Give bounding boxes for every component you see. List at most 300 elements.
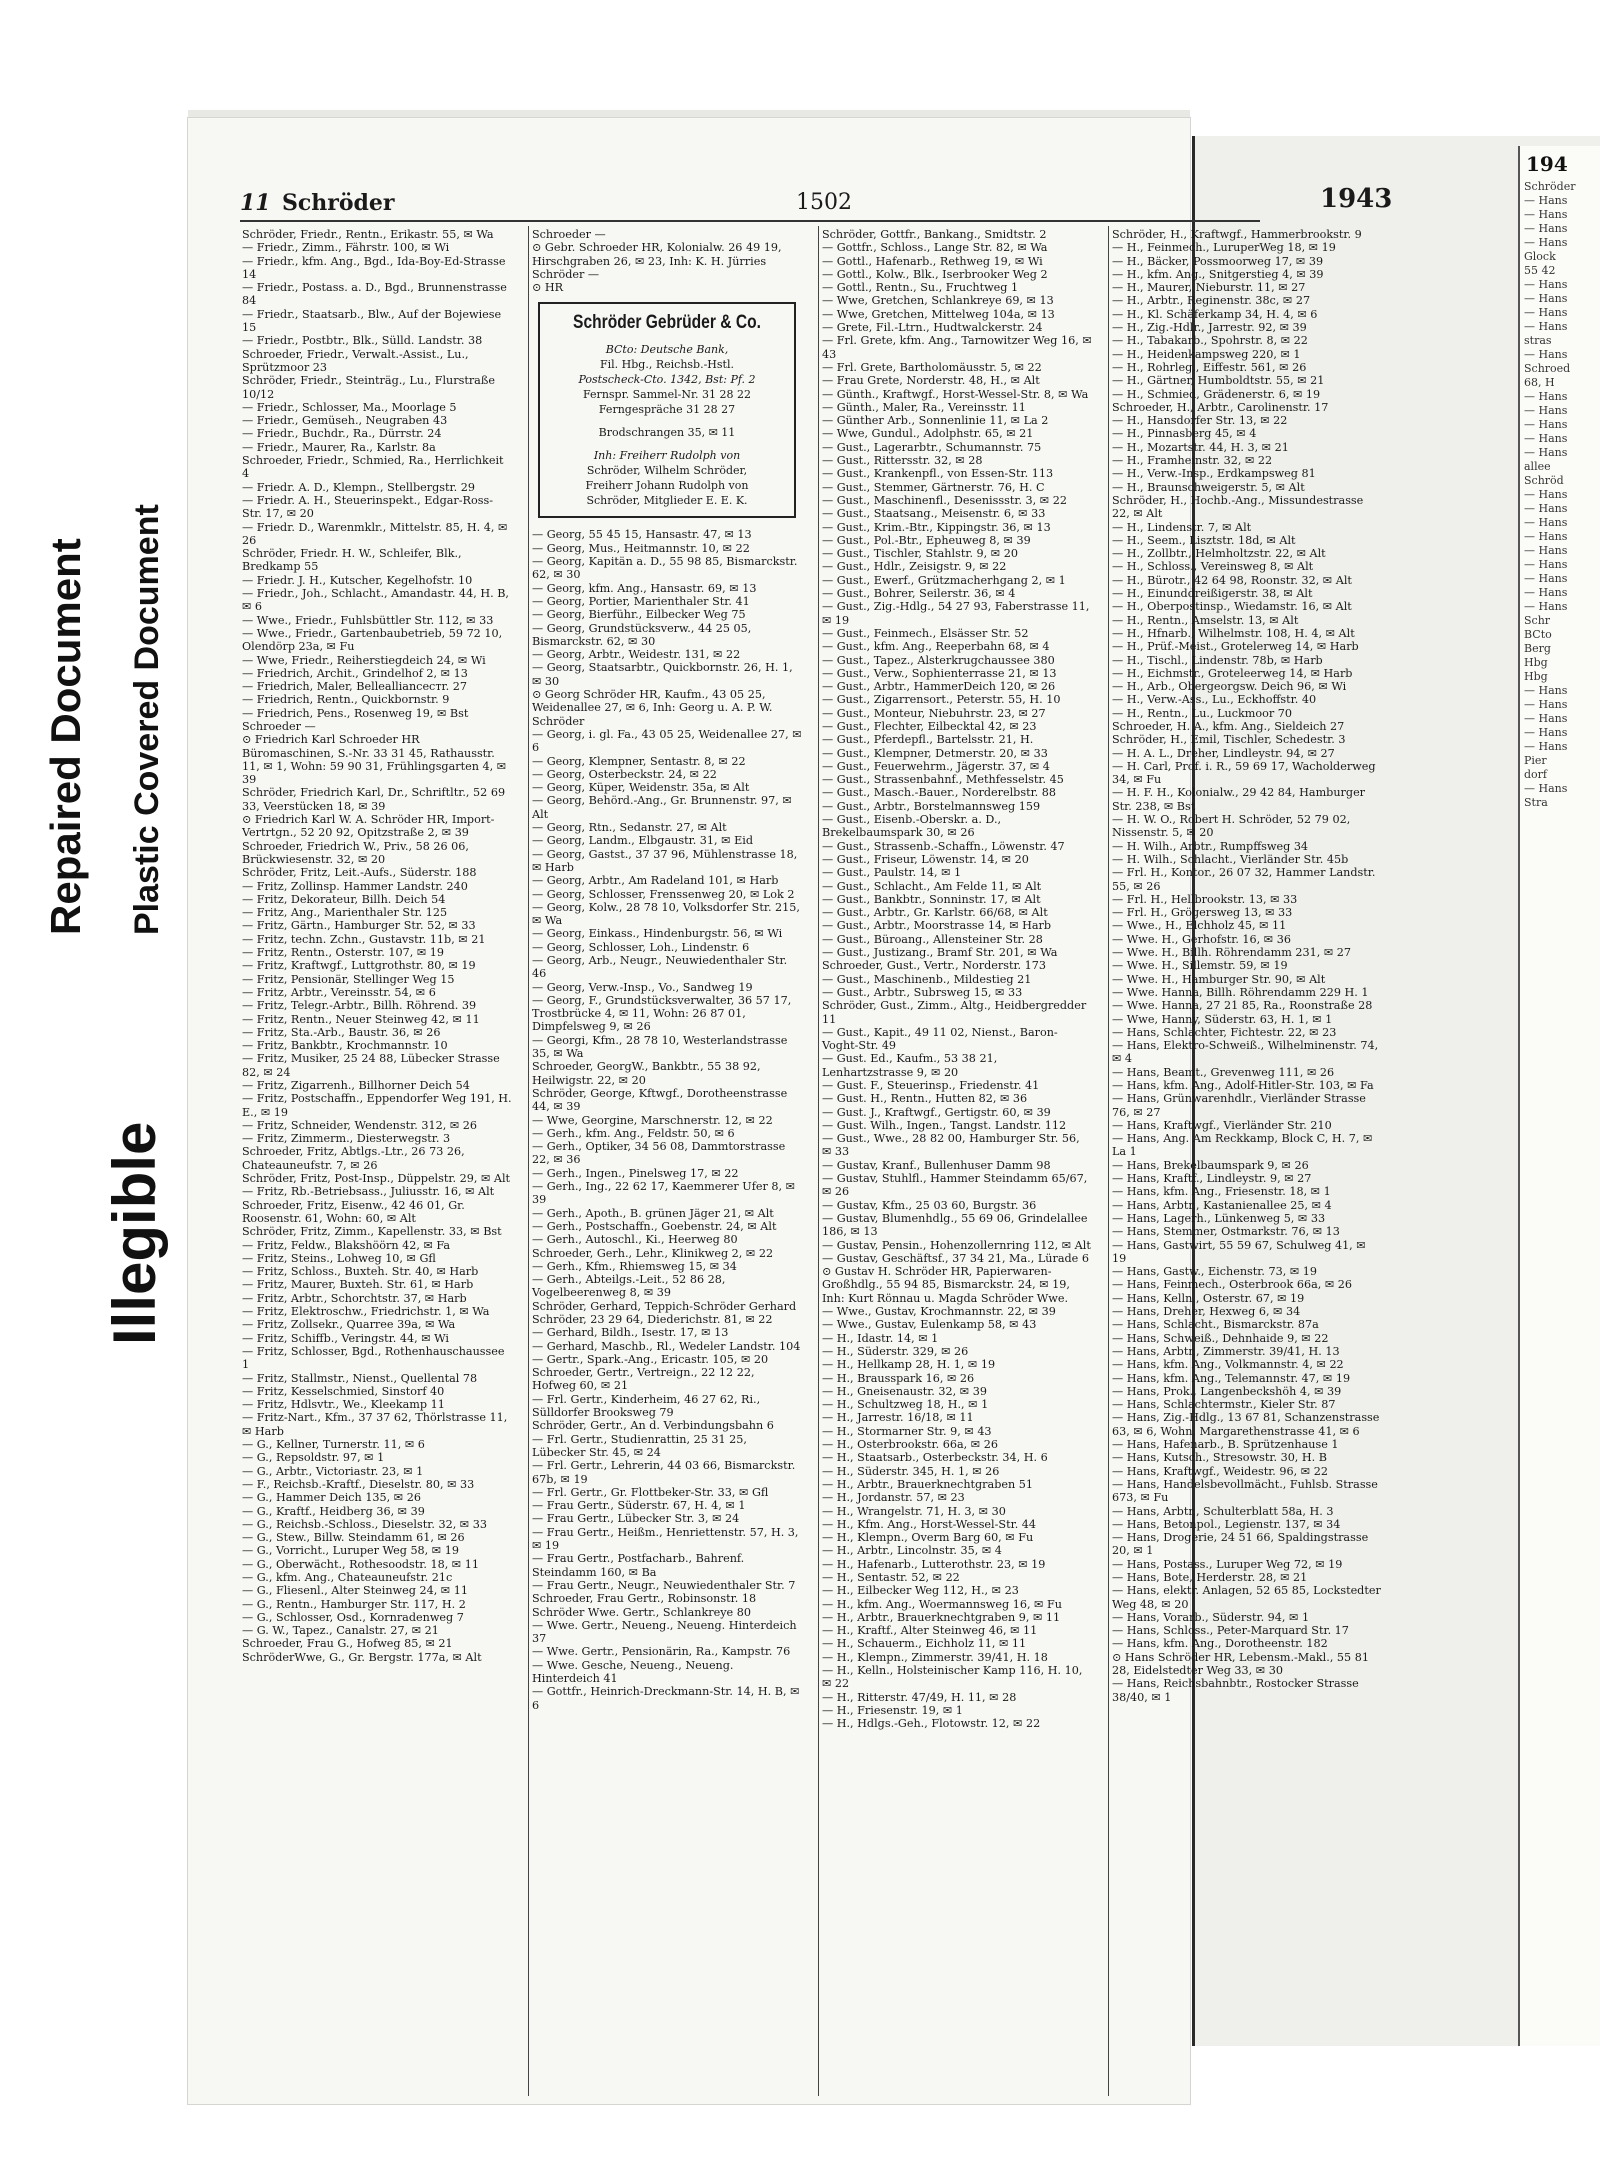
directory-entry: — Günth., Kraftwgf., Horst-Wessel-Str. 8, ✉ Wa — [822, 387, 1089, 401]
directory-entry: — Fritz, Kesselschmied, Sinstorf 40 — [242, 1384, 445, 1398]
directory-entry: — Hans, Elektro-Schweiß., Wilhelminenstr. 74, ✉ 4 — [1112, 1039, 1379, 1066]
directory-entry: — G., kfm. Ang., Chateauneufstr. 21c — [242, 1570, 453, 1584]
next-page-line: Schröder — [1524, 180, 1576, 193]
directory-entry: — H., Lindenstr. 7, ✉ Alt — [1112, 520, 1252, 534]
directory-entry: — Fritz, Zollsekr., Quarree 39a, ✉ Wa — [242, 1318, 456, 1332]
directory-entry: — Wwe, Hanny, Süderstr. 63, H. 1, ✉ 1 — [1112, 1012, 1333, 1026]
directory-entry: — Gust., Arbtr., Subrsweg 15, ✉ 33 — [822, 985, 1023, 999]
directory-entry: Schröder, Gerhard, Teppich-Schröder Gerhard Schröder, 23 29 64, Diederichstr. 81, ✉ 22 — [532, 1299, 797, 1326]
directory-entry: Schröder, Fritz, Leit.-Aufs., Süderstr. 188 — [242, 866, 477, 880]
directory-entry: — Georg, Rtn., Sedanstr. 27, ✉ Alt — [532, 821, 727, 835]
directory-entry: — G. W., Tapez., Canalstr. 27, ✉ 21 — [242, 1624, 439, 1638]
directory-entry: — H., Süderstr. 329, ✉ 26 — [822, 1344, 969, 1358]
directory-entry: — Frl. Gertr., Studienrattin, 25 31 25, Lübecker Str. 45, ✉ 24 — [532, 1432, 747, 1459]
directory-entry: — Wwe. H., Billh. Röhrendamm 231, ✉ 27 — [1112, 946, 1352, 960]
next-page-line: — Hans — [1524, 348, 1568, 361]
directory-entry: — Georg, kfm. Ang., Hansastr. 69, ✉ 13 — [532, 581, 757, 595]
directory-entry: ⊙ Hans Schröder HR, Lebensm.-Makl., 55 81 28, Eidelstedter Weg 33, ✉ 30 — [1112, 1650, 1369, 1678]
directory-entry: — Fritz, Kraftwgf., Luttgrothstr. 80, ✉ 19 — [242, 959, 476, 973]
directory-column-2 — [532, 228, 802, 1712]
directory-entry: — H. Carl, Prof. i. R., 59 69 17, Wacholderweg 34, ✉ Fu — [1112, 759, 1376, 787]
directory-entry: — Georg, Grundstücksverw., 44 25 05, Bismarckstr. 62, ✉ 30 — [532, 621, 752, 648]
directory-entry: — G., Schlosser, Osd., Kornradenweg 7 — [242, 1610, 464, 1624]
directory-entry: — Georg, Kolw., 28 78 10, Volksdorfer Str. 215, ✉ Wa — [532, 900, 800, 928]
directory-entry: — Georg, Arbtr., Am Radeland 101, ✉ Harb — [532, 874, 779, 888]
directory-entry: — G., Oberwächt., Rothesoodstr. 18, ✉ 11 — [242, 1557, 479, 1571]
directory-entry: — H., Ritterstr. 47/49, H. 11, ✉ 28 — [822, 1690, 1017, 1704]
directory-entry: — Fritz, Schneider, Wendenstr. 312, ✉ 26 — [242, 1118, 477, 1132]
advertisement-line: Fernspr. Sammel-Nr. 31 28 22 — [583, 388, 751, 402]
directory-entry: — Frl. Grete, kfm. Ang., Tarnowitzer Weg 16, ✉ 43 — [822, 334, 1092, 361]
directory-entry: Schroeder, GeorgW., Bankbtr., 55 38 92, Heilwigstr. 22, ✉ 20 — [532, 1060, 761, 1087]
directory-entry: — Gust., Arbtr., Gr. Karlstr. 66/68, ✉ Alt — [822, 906, 1048, 920]
advertisement-spacer — [546, 417, 788, 425]
directory-entry: — Hans, Reichsbahnbtr., Rostocker Strasse 38/40, ✉ 1 — [1112, 1677, 1359, 1704]
directory-entry: — Georg, Küper, Weidenstr. 35a, ✉ Alt — [532, 781, 750, 795]
directory-entry: — Gerh., Abteilgs.-Leit., 52 86 28, Vogelbeerenweg 8, ✉ 39 — [532, 1273, 726, 1300]
directory-entry: — Georg, Landm., Elbgaustr. 31, ✉ Eid — [532, 834, 753, 848]
directory-entry: — H., kfm. Ang., Woermannsweg 16, ✉ Fu — [822, 1597, 1062, 1611]
directory-entry: — Gerh., Apoth., B. grünen Jäger 21, ✉ Alt — [532, 1206, 774, 1220]
directory-entry: — Gerhard, Bildh., Isestr. 17, ✉ 13 — [532, 1326, 729, 1340]
directory-entry: — Gerh., Postschaffn., Goebenstr. 24, ✉ Alt — [532, 1219, 777, 1233]
directory-entry: — Frl. H., Grögersweg 13, ✉ 33 — [1112, 906, 1293, 920]
directory-entry: — H., Sentastr. 52, ✉ 22 — [822, 1570, 960, 1584]
directory-entry: — Gust., Lagerarbtr., Schumannstr. 75 — [822, 440, 1042, 454]
next-page-line: BCto — [1524, 628, 1552, 641]
directory-entry: — Günther Arb., Sonnenlinie 11, ✉ La 2 — [822, 414, 1049, 428]
next-page-line: — Hans — [1524, 404, 1568, 417]
directory-entry: — Friedr. D., Warenmklr., Mittelstr. 85, H. 4, ✉ 26 — [242, 520, 508, 547]
next-page-line: — Hans — [1524, 600, 1568, 613]
directory-entry: — Fritz, Sta.-Arb., Baustr. 36, ✉ 26 — [242, 1025, 441, 1039]
directory-entry: — Fritz, Zigarrenh., Billhorner Deich 54 — [242, 1079, 470, 1092]
next-page-line: — Hans — [1524, 586, 1568, 599]
directory-entry: — Hans, Postass., Luruper Weg 72, ✉ 19 — [1112, 1557, 1343, 1571]
directory-entry: — H., Hansdorfer Str. 13, ✉ 22 — [1112, 414, 1288, 428]
next-page-line: — Hans — [1524, 712, 1568, 725]
directory-entry: Schroeder, Fritz, Abtlgs.-Ltr., 26 73 26, Chateaunеufstr. 7, ✉ 26 — [242, 1145, 465, 1172]
next-page-line: — Hans — [1524, 558, 1568, 571]
directory-entry: — Hans, kfm. Ang., Telemannstr. 47, ✉ 19 — [1112, 1371, 1351, 1385]
directory-entry: — Hans, Gastwirt, 55 59 67, Schulweg 41, ✉ 19 — [1112, 1238, 1366, 1265]
next-page-line: — Hans — [1524, 572, 1568, 585]
directory-entry: — H., Arbtr., Brauerknechtgraben 51 — [822, 1477, 1033, 1491]
directory-entry: — Gust., Schlacht., Am Felde 11, ✉ Alt — [822, 879, 1042, 893]
directory-entry: ⊙ Gebr. Schroeder HR, Kolonialw. 26 49 19, Hirschgraben 26, ✉ 23, Inh: K. H. Jürries — [532, 241, 782, 268]
directory-entry: — Gust., Bohrer, Seilerstr. 36, ✉ 4 — [822, 587, 1016, 601]
directory-entry: — Gust., Maschinenb., Mildestieg 21 — [822, 972, 1032, 986]
directory-entry: — Fritz, Feldw., Blakshöörn 42, ✉ Fa — [242, 1238, 451, 1252]
header-year: 1943 — [1320, 184, 1393, 214]
directory-entry: — H., Eichmstr., Groteleerweg 14, ✉ Harb — [1112, 666, 1353, 680]
directory-entry: — H., Seem., Lisztstr. 18d, ✉ Alt — [1112, 533, 1296, 547]
directory-entry: — Gerh., Ing., 22 62 17, Kaemmerer Ufer 8, ✉ 39 — [532, 1180, 795, 1207]
directory-entry: — H., Kfm. Ang., Horst-Wessel-Str. 44 — [822, 1517, 1037, 1531]
directory-entry: Schroeder, Frau Gertr., Robinsonstr. 18 — [532, 1592, 757, 1606]
directory-entry: — Gust. Ed., Kaufm., 53 38 21, Lenhartzstrasse 9, ✉ 20 — [822, 1052, 998, 1079]
directory-entry: — Gust., Strassenb.-Schaffn., Löwenstr. 47 — [822, 839, 1065, 853]
directory-entry: — Hans, Gastw., Eichenstr. 73, ✉ 19 — [1112, 1265, 1318, 1279]
next-page-line: — Hans — [1524, 544, 1568, 557]
page-header — [240, 184, 1393, 222]
directory-entry: — Fritz, techn. Zchn., Gustavstr. 11b, ✉ 21 — [242, 932, 486, 946]
directory-entry: — Georg, Klempner, Sentastr. 8, ✉ 22 — [532, 754, 746, 768]
next-page-line: — Hans — [1524, 222, 1568, 235]
directory-entry: — G., Hammer Deich 135, ✉ 26 — [242, 1491, 421, 1505]
directory-entry: ⊙ Gustav H. Schröder HR, Papierwaren-Großhdlg., 55 94 85, Bismarckstr. 24, ✉ 19, Inh: Kurt Rönnau u. Magda Schröder Wwe. — [822, 1265, 1070, 1305]
directory-entry: — H., Gneisenaustr. 32, ✉ 39 — [822, 1384, 987, 1398]
next-page-line: — Hans — [1524, 306, 1568, 319]
directory-entry: — Gust., Feinmech., Elsässer Str. 52 — [822, 626, 1029, 640]
directory-entry: — Gust., Bankbtr., Sonninstr. 17, ✉ Alt — [822, 892, 1041, 906]
directory-entry: — H., Zollbtr., Helmholtzstr. 22, ✉ Alt — [1112, 547, 1326, 561]
directory-entry: — Friedrich, Maler, Belleallianceстr. 27 — [242, 680, 467, 694]
next-page-line: stras — [1524, 334, 1552, 347]
directory-entry: — H. W. O., Robert H. Schröder, 52 79 02, Nissenstr. 5, ✉ 20 — [1112, 813, 1351, 840]
directory-entry: — H., Bürotr., 42 64 98, Roonstr. 32, ✉ Alt — [1112, 573, 1352, 587]
advertisement-box — [538, 302, 796, 518]
directory-entry: Schröder, Fritz, Zimm., Kapellenstr. 33, ✉ Bst — [242, 1225, 502, 1239]
directory-entry: — H. Wilh., Schlacht., Vierländer Str. 45b — [1112, 852, 1349, 866]
directory-entry: — H., Osterbrookstr. 66a, ✉ 26 — [822, 1438, 998, 1452]
directory-entry: — Hans, Handelsbevollmächt., Fuhlsb. Strasse 673, ✉ Fu — [1112, 1477, 1378, 1505]
advertisement-line: Inh: Freiherr Rudolph von — [593, 449, 741, 463]
directory-entry: — Hans, Kraftf., Lindleystr. 9, ✉ 27 — [1112, 1172, 1312, 1186]
directory-entry: — Gust. J., Kraftwgf., Gertigstr. 60, ✉ 39 — [822, 1105, 1051, 1119]
directory-entry: — Wwe., Gustav, Krochmannstr. 22, ✉ 39 — [822, 1305, 1056, 1319]
directory-entry: — Hans, elektr. Anlagen, 52 65 85, Lockstedter Weg 48, ✉ 20 — [1112, 1584, 1381, 1611]
directory-entry: — Gust., Verw., Sophienterrasse 21, ✉ 13 — [822, 666, 1057, 680]
directory-entry: — Wwe., Gustav, Eulenkamp 58, ✉ 43 — [822, 1318, 1037, 1332]
directory-column-3 — [822, 228, 1092, 1731]
next-page-line: Schroed — [1524, 362, 1571, 375]
directory-entry: — Hans, Beamt., Grevenweg 111, ✉ 26 — [1112, 1065, 1335, 1079]
directory-entry: — Fritz, Rentn., Osterstr. 107, ✉ 19 — [242, 946, 445, 960]
directory-entry: — H., Arbtr., Lincolnstr. 35, ✉ 4 — [822, 1544, 1002, 1558]
next-page-line: — Hans — [1524, 208, 1568, 221]
directory-entry: — Gust., Staatsang., Meisenstr. 6, ✉ 33 — [822, 507, 1046, 521]
next-page-line: Pier — [1524, 754, 1547, 767]
directory-entry: — Gustav, Pensin., Hohenzollernring 112, ✉ Alt — [822, 1238, 1091, 1252]
directory-entry: — H., kfm. Ang., Snitgerstieg 4, ✉ 39 — [1112, 267, 1324, 281]
directory-entry: — Gustav, Kranf., Bullenhuser Damm 98 — [822, 1158, 1051, 1172]
directory-entry: — Friedr., Buchdr., Ra., Dürrstr. 24 — [242, 427, 442, 441]
directory-entry: — Hans, Schlachter, Fichtestr. 22, ✉ 23 — [1112, 1025, 1337, 1039]
directory-entry: — Gottl., Rentn., Su., Fruchtweg 1 — [822, 281, 1019, 295]
next-page-line: — Hans — [1524, 194, 1568, 207]
directory-entry: — Friedr. A. H., Steuerinspekt., Edgar-Ross-Str. 17, ✉ 20 — [242, 493, 493, 521]
directory-entry: — Frl. Gertr., Lehrerin, 44 03 66, Bismarckstr. 67b, ✉ 19 — [532, 1459, 796, 1486]
directory-entry: — Gust., Wwe., 28 82 00, Hamburger Str. 56, ✉ 33 — [822, 1132, 1080, 1159]
directory-entry: — Wwe, Georgine, Marschnerstr. 12, ✉ 22 — [532, 1113, 773, 1127]
directory-entry: — H., Rohrleg., Eiffestr. 561, ✉ 26 — [1112, 360, 1307, 374]
directory-entry: Schröder, Friedr., Rentn., Erikastr. 55, ✉ Wa — [242, 228, 494, 241]
directory-entry: — H., Hdlgs.-Geh., Flotowstr. 12, ✉ 22 — [822, 1717, 1041, 1731]
next-page-line: Schr — [1524, 614, 1551, 627]
directory-entry: Schröder, H., Emil, Tischler, Schedestr. 3 — [1112, 733, 1346, 747]
directory-column-4 — [1112, 228, 1382, 1704]
directory-entry: — G., Fliesenl., Alter Steinweg 24, ✉ 11 — [242, 1584, 468, 1598]
directory-entry: — Gust., Stemmer, Gärtnerstr. 76, H. C — [822, 480, 1045, 494]
directory-entry: — Friedrich, Rentn., Quickbornstr. 9 — [242, 693, 450, 707]
directory-entry: — Fritz, Arbtr., Vereinsstr. 54, ✉ 6 — [242, 985, 436, 999]
directory-entry: — Gust., Arbtr., Borstelmannsweg 159 — [822, 799, 1041, 813]
directory-entry: — Wwe. Hanna, Billh. Röhrendamm 229 H. 1 — [1112, 985, 1369, 999]
directory-entry: — Frau Gertr., Postfacharb., Bahrenf. Steindamm 160, ✉ Ba — [532, 1552, 745, 1579]
directory-entry: — H. A. L., Dreher, Lindleystr. 94, ✉ 27 — [1112, 746, 1335, 760]
directory-entry: Schröder, Friedrich Karl, Dr., Schriftltr., 52 69 33, Veerstücken 18, ✉ 39 — [242, 786, 506, 813]
directory-entry: — G., Repsoldstr. 97, ✉ 1 — [242, 1451, 385, 1465]
directory-entry: — Gust., Maschinenfl., Desenissstr. 3, ✉ 22 — [822, 493, 1067, 507]
directory-entry: Schroeder, Gust., Vertr., Norderstr. 173 — [822, 959, 1047, 973]
next-page-line: — Hans — [1524, 740, 1568, 753]
directory-entry: Schröder, Friedr., Steinträg., Lu., Flurstraße 10/12 — [242, 374, 495, 401]
directory-entry: Schröder, H., Kraftwgf., Hammerbrookstr. 9 — [1112, 228, 1362, 241]
next-page-lines — [1520, 180, 1600, 810]
directory-entry: — Gustav, Kfm., 25 03 60, Burgstr. 36 — [822, 1198, 1037, 1212]
directory-entry: — Gerhard, Maschb., Rl., Wedeler Landstr. 104 — [532, 1339, 801, 1353]
directory-entry: Schroeder, Fritz, Eisenw., 42 46 01, Gr. Roosenstr. 61, Wohn: 60, ✉ Alt — [242, 1198, 465, 1225]
directory-entry: — Gust., Eisenb.-Oberskr. a. D., Brekelbaumspark 30, ✉ 26 — [822, 813, 1002, 840]
directory-entry: — H., Arbtr., Reginenstr. 38c, ✉ 27 — [1112, 294, 1311, 308]
label-illegible: Illegible — [101, 1121, 168, 1345]
directory-entry: — Fritz, Schiffb., Veringstr. 44, ✉ Wi — [242, 1331, 450, 1345]
directory-entry: — Friedr., Postass. a. D., Bgd., Brunnenstrasse 84 — [242, 281, 507, 308]
directory-entry: — Gust., Feuerwehrm., Jägerstr. 37, ✉ 4 — [822, 759, 1050, 773]
advertisement-line: Fil. Hbg., Reichsb.-Hstl. — [600, 358, 734, 372]
directory-entry: — H., Rentn., Amselstr. 13, ✉ Alt — [1112, 613, 1299, 627]
directory-entry: — Gust., Krim.-Btr., Kippingstr. 36, ✉ 13 — [822, 520, 1051, 534]
directory-entry: — Gottl., Hafenarb., Rethweg 19, ✉ Wi — [822, 254, 1043, 268]
next-page-line: 55 42 — [1524, 264, 1556, 277]
next-page-line: — Hans — [1524, 278, 1568, 291]
directory-entry: — H., Einunddreißigerstr. 38, ✉ Alt — [1112, 587, 1313, 601]
directory-entry: — Gerh., Ingen., Pinelsweg 17, ✉ 22 — [532, 1166, 739, 1180]
directory-entry: — Hans, Schlacht., Bismarckstr. 87a — [1112, 1318, 1319, 1332]
advertisement-line: Ferngespräche 31 28 27 — [598, 403, 736, 417]
directory-entry: — H., Kraftf., Alter Steinweg 46, ✉ 11 — [822, 1624, 1038, 1638]
next-page-line: 68, H — [1524, 376, 1555, 389]
next-page-line: Berg — [1524, 642, 1551, 655]
directory-entry: — Georg, Arbtr., Weidestr. 131, ✉ 22 — [532, 648, 741, 662]
directory-entry: — Gust., Monteur, Niebuhrstr. 23, ✉ 27 — [822, 706, 1046, 720]
directory-entry: — Hans, Schlachtermstr., Kieler Str. 87 — [1112, 1398, 1336, 1412]
directory-entry: — Fritz, Hdlsvtr., We., Kleekamp 11 — [242, 1398, 445, 1412]
directory-entry: Schroeder — — [242, 719, 316, 733]
directory-entry: — Gust., Flechter, Eilbecktal 42, ✉ 23 — [822, 719, 1037, 733]
directory-entry: — H., Bäcker, Possmoorweg 17, ✉ 39 — [1112, 254, 1324, 268]
directory-entry: — Gerh., Optiker, 34 56 08, Dammtorstrasse 22, ✉ 36 — [532, 1140, 786, 1167]
directory-entry: — Hans, Grünwarenhdlr., Vierländer Strasse 76, ✉ 27 — [1112, 1092, 1366, 1119]
directory-entry: — Georg, Schlosser, Frenssenweg 20, ✉ Lok 2 — [532, 887, 795, 901]
next-page-line: Hbg — [1524, 670, 1548, 683]
directory-entry: — H., Feinmech., LuruperWeg 18, ✉ 19 — [1112, 241, 1336, 255]
directory-entry: — H., Jordanstr. 57, ✉ 23 — [822, 1491, 965, 1505]
directory-entry: — G., Stew., Billw. Steindamm 61, ✉ 26 — [242, 1531, 465, 1545]
directory-entry: — Hans, Kelln., Osterstr. 67, ✉ 19 — [1112, 1291, 1305, 1305]
directory-entry: — Gottfr., Schloss., Lange Str. 82, ✉ Wa — [822, 241, 1048, 255]
directory-entry: — Friedrich, Archit., Grindelhof 2, ✉ 13 — [242, 666, 468, 680]
directory-entry: — Gottfr., Heinrich-Dreckmann-Str. 14, H. B, ✉ 6 — [532, 1685, 800, 1712]
directory-entry: — Wwe, Gretchen, Schlankreye 69, ✉ 13 — [822, 294, 1054, 308]
directory-entry: — Gust., Arbtr., Moorstrasse 14, ✉ Harb — [822, 919, 1052, 933]
directory-entry: — Hans, Arbtr., Kastanienallee 25, ✉ 4 — [1112, 1198, 1332, 1212]
directory-entry: — Georg, Gastst., 37 37 96, Mühlenstrasse 18, ✉ Harb — [532, 847, 798, 874]
directory-entry: — Frau Gertr., Neugr., Neuwiedenthaler Str. 7 — [532, 1578, 796, 1592]
directory-entry: — Georg, Kapitän a. D., 55 98 85, Bismarckstr. 62, ✉ 30 — [532, 555, 798, 582]
directory-entry: Schröder, Gust., Zimm., Altg., Heidbergredder 11 — [822, 999, 1087, 1026]
directory-entry: — H., Arbtr., Brauerknechtgraben 9, ✉ 11 — [822, 1610, 1061, 1624]
directory-entry: — Friedr., Maurer, Ra., Karlstr. 8a — [242, 440, 436, 454]
directory-entry: — Friedr., Postbtr., Blk., Sülld. Landstr. 38 — [242, 334, 483, 348]
directory-entry: — Gust., Pferdepfl., Bartelsstr. 21, H. — [822, 733, 1034, 747]
directory-entry: — H., Klempn., Overm Barg 60, ✉ Fu — [822, 1531, 1034, 1545]
directory-entry: — Gust., Tischler, Stahlstr. 9, ✉ 20 — [822, 547, 1018, 561]
directory-entry: — Wwe. Gertr., Neueng., Neueng. Hinterdeich 37 — [532, 1618, 797, 1646]
directory-entry: — Fritz, Ang., Marienthaler Str. 125 — [242, 906, 448, 920]
directory-entry: — H., Kelln., Holsteinischer Kamp 116, H. 10, ✉ 22 — [822, 1664, 1083, 1691]
directory-entry: — Friedr., Joh., Schlacht., Amandastr. 44, H. B, ✉ 6 — [242, 587, 509, 614]
directory-entry: — Wwe, Gretchen, Mittelweg 104a, ✉ 13 — [822, 307, 1055, 321]
directory-entry: — H., Tischl., Lindenstr. 78b, ✉ Harb — [1112, 653, 1323, 667]
directory-entry: — Frau Gertr., Lübecker Str. 3, ✉ 24 — [532, 1512, 740, 1526]
directory-entry: — Wwe, Friedr., Reiherstiegdeich 24, ✉ Wi — [242, 653, 486, 667]
directory-entry: — Wwe. H., Gerhofstr. 16, ✉ 36 — [1112, 932, 1291, 946]
directory-entry: — Frl. H., Hellbrookstr. 13, ✉ 33 — [1112, 892, 1298, 906]
directory-entry: — H., Friesenstr. 19, ✉ 1 — [822, 1703, 963, 1717]
directory-entry: — Fritz, Rentn., Neuer Steinweg 42, ✉ 11 — [242, 1012, 480, 1026]
directory-entry: — H., Verw.-Ass., Lu., Eckhoffstr. 40 — [1112, 693, 1317, 707]
directory-entry: — Gust. H., Rentn., Hutten 82, ✉ 36 — [822, 1092, 1028, 1106]
next-page-line: — Hans — [1524, 726, 1568, 739]
directory-entry: — Georg, Verw.-Insp., Vo., Sandweg 19 — [532, 980, 753, 994]
next-page-line: — Hans — [1524, 530, 1568, 543]
directory-entry: — Friedr., Gemüseh., Neugraben 43 — [242, 414, 448, 428]
directory-entry: — Gust., Arbtr., HammerDeich 120, ✉ 26 — [822, 680, 1056, 694]
directory-entry: — Hans, kfm. Ang., Dorotheenstr. 182 — [1112, 1637, 1328, 1651]
directory-entry: — Georg, Schlosser, Loh., Lindenstr. 6 — [532, 940, 750, 954]
next-page-line: allee — [1524, 460, 1551, 473]
directory-entry: — Fritz, Elektroschw., Friedrichstr. 1, ✉ Wa — [242, 1305, 490, 1319]
advertisement-line: Postscheck-Cto. 1342, Bst: Pf. 2 — [578, 373, 756, 387]
directory-entry: — Hans, kfm. Ang., Volkmannstr. 4, ✉ 22 — [1112, 1358, 1344, 1372]
directory-entry: — Gust., Krankenpfl., von Essen-Str. 113 — [822, 467, 1054, 481]
directory-entry: — Gerh., kfm. Ang., Feldstr. 50, ✉ 6 — [532, 1126, 735, 1140]
directory-entry: — H., Rentn., Lu., Luckmoor 70 — [1112, 706, 1292, 720]
directory-entry: ⊙ Friedrich Karl Schroeder HR Büromaschinen, S.-Nr. 33 31 45, Rathausstr. 11, ✉ 1, Wohn: 59 90 31, Frühlingsgarten 4, ✉ 39 — [242, 733, 507, 787]
directory-entry: — Hans, Schloss., Peter-Marquard Str. 17 — [1112, 1624, 1349, 1638]
directory-entry: — Wwe., Friedr., Gartenbaubetrieb, 59 72 10, Olendörp 23a, ✉ Fu — [242, 626, 503, 654]
next-page-line: — Hans — [1524, 446, 1568, 459]
advertisement-line: Schröder, Wilhelm Schröder, — [586, 464, 748, 478]
column-2-entries — [532, 528, 802, 1711]
next-page-line: — Hans — [1524, 418, 1568, 431]
next-page-line: — Hans — [1524, 502, 1568, 515]
next-page-line: Glock — [1524, 250, 1556, 263]
directory-entry: — Hans, Kraftwgf., Weidestr. 96, ✉ 22 — [1112, 1464, 1328, 1478]
directory-entry: — Friedr., Zimm., Fährstr. 100, ✉ Wi — [242, 241, 450, 255]
directory-entry: — H., Klempn., Zimmerstr. 39/41, H. 18 — [822, 1650, 1048, 1664]
directory-entry: — Fritz, Rb.-Betriebsass., Juliusstr. 16, ✉ Alt — [242, 1185, 495, 1199]
directory-entry: — Fritz, Musiker, 25 24 88, Lübecker Strasse 82, ✉ 24 — [242, 1052, 500, 1079]
advertisement-line: Freiherr Johann Rudolph von — [585, 479, 749, 493]
directory-entry: — Gustav, Geschäftsf., 37 34 21, Ma., Lürade 6 — [822, 1251, 1089, 1265]
directory-entry: — Frl. Grete, Bartholomäusstr. 5, ✉ 22 — [822, 360, 1042, 374]
directory-entry: — Wwe., Friedr., Fuhlsbüttler Str. 112, ✉ 33 — [242, 613, 494, 627]
directory-entry: — F., Reichsb.-Kraftf., Dieselstr. 80, ✉ 33 — [242, 1477, 475, 1491]
directory-entry: — Frl. Gertr., Kinderheim, 46 27 62, Ri., Sülldorfer Brooksweg 79 — [532, 1392, 761, 1420]
directory-entry: Schroeder — — [532, 228, 606, 241]
directory-entry: ⊙ HR — [532, 281, 564, 295]
directory-entry: — H. Wilh., Arbtr., Rumpffsweg 34 — [1112, 839, 1309, 853]
directory-entry: — Friedrich, Pens., Rosenweg 19, ✉ Bst — [242, 706, 469, 720]
directory-entry: — Wwe., H., Elchholz 45, ✉ 11 — [1112, 919, 1287, 933]
header-rule — [240, 220, 1260, 222]
directory-entry: — Fritz, Stallmstr., Nienst., Quellental 78 — [242, 1371, 478, 1385]
directory-entry: — Fritz, Dekorateur, Billh. Deich 54 — [242, 892, 446, 906]
directory-entry: — Grete, Fil.-Ltrn., Hudtwalckerstr. 24 — [822, 321, 1043, 335]
directory-entry: — Hans, Stemmer, Ostmarkstr. 76, ✉ 13 — [1112, 1225, 1340, 1239]
directory-entry: — H., Staatsarb., Osterbeckstr. 34, H. 6 — [822, 1451, 1048, 1465]
directory-entry: — H., Stormarner Str. 9, ✉ 43 — [822, 1424, 992, 1438]
directory-entry: — Fritz, Steins., Lohweg 10, ✉ Gfl — [242, 1251, 436, 1265]
directory-entry: — Georg, Bierführ., Eilbecker Weg 75 — [532, 608, 746, 622]
directory-entry: — Günth., Maler, Ra., Vereinsstr. 11 — [822, 400, 1026, 414]
directory-entry: — H., Prüf.-Meist., Grotelerweg 14, ✉ Harb — [1112, 640, 1359, 654]
directory-entry: — H., Hellkamp 28, H. 1, ✉ 19 — [822, 1358, 996, 1372]
directory-entry: — Georg, 55 45 15, Hansastr. 47, ✉ 13 — [532, 528, 752, 542]
directory-entry: — G., Reichsb.-Schloss., Dieselstr. 32, ✉ 33 — [242, 1517, 487, 1531]
directory-entry: — Gust., Strassenbahnf., Methfesselstr. 45 — [822, 773, 1064, 787]
directory-entry: — Wwe. H., Sillemstr. 59, ✉ 19 — [1112, 959, 1288, 973]
directory-entry: Schroeder, Friedrich W., Priv., 58 26 06, Brückwiesenstr. 32, ✉ 20 — [242, 839, 469, 866]
next-page-line: — Hans — [1524, 390, 1568, 403]
header-name: Schröder — [282, 190, 395, 216]
column-divider — [1108, 226, 1109, 2096]
directory-entry: — Gust., Ewerf., Grützmacherhgang 2, ✉ 1 — [822, 573, 1066, 587]
directory-entry: — Gust., Friseur, Löwenstr. 14, ✉ 20 — [822, 852, 1029, 866]
directory-entry: — H., Framheinstr. 32, ✉ 22 — [1112, 454, 1273, 468]
directory-entry: — Gertr., Spark.-Ang., Ericastr. 105, ✉ 20 — [532, 1352, 769, 1366]
directory-entry: — H., Jarrestr. 16/18, ✉ 11 — [822, 1411, 974, 1425]
directory-entry: Schroeder, H. A., kfm. Ang., Sieldeich 27 — [1112, 719, 1345, 733]
directory-entry: — Hans, Schweiß., Dehnhaide 9, ✉ 22 — [1112, 1331, 1329, 1345]
directory-entry: — Wwe, Gundul., Adolphstr. 65, ✉ 21 — [822, 427, 1034, 441]
directory-entry: — Gust., kfm. Ang., Reeperbahn 68, ✉ 4 — [822, 640, 1050, 654]
directory-entry: — Fritz-Nart., Kfm., 37 37 62, Thörlstrasse 11, ✉ Harb — [242, 1411, 508, 1438]
advertisement-spacer — [546, 440, 788, 448]
next-page-line: — Hans — [1524, 782, 1568, 795]
next-page-line: Hbg — [1524, 656, 1548, 669]
directory-entry: — H., Zig.-Hdlr., Jarrestr. 92, ✉ 39 — [1112, 321, 1307, 335]
directory-entry: — Gust., Zig.-Hdlg., 54 27 93, Faberstrasse 11, ✉ 19 — [822, 600, 1090, 627]
directory-entry: — Georg, Einkass., Hindenburgstr. 56, ✉ Wi — [532, 927, 783, 941]
next-page-line: Stra — [1524, 796, 1548, 809]
next-page-line: — Hans — [1524, 684, 1568, 697]
directory-entry: — G., Kellner, Turnerstr. 11, ✉ 6 — [242, 1438, 425, 1452]
directory-entry: — Gustav, Blumenhdlg., 55 69 06, Grindelallee 186, ✉ 13 — [822, 1211, 1088, 1239]
directory-entry: — Fritz, Bankbtr., Krochmannstr. 10 — [242, 1039, 448, 1053]
next-page-line: — Hans — [1524, 488, 1568, 501]
next-page-line: — Hans — [1524, 516, 1568, 529]
directory-entry: ⊙ Friedrich Karl W. A. Schröder HR, Import-Vertrtgn., 52 20 92, Opitzstraße 2, ✉ 39 — [242, 813, 495, 840]
directory-entry: — Hans, kfm. Ang., Adolf-Hitler-Str. 103, ✉ Fa — [1112, 1079, 1374, 1092]
directory-entry: Schröder, H., Hochb.-Ang., Missundestrasse 22, ✉ Alt — [1112, 493, 1364, 521]
directory-entry: — Georg, Osterbeckstr. 24, ✉ 22 — [532, 767, 717, 781]
directory-entry: — H., Gärtner, Humboldtstr. 55, ✉ 21 — [1112, 374, 1325, 388]
directory-entry: Schröder Wwe. Gertr., Schlankreye 80 — [532, 1605, 751, 1619]
